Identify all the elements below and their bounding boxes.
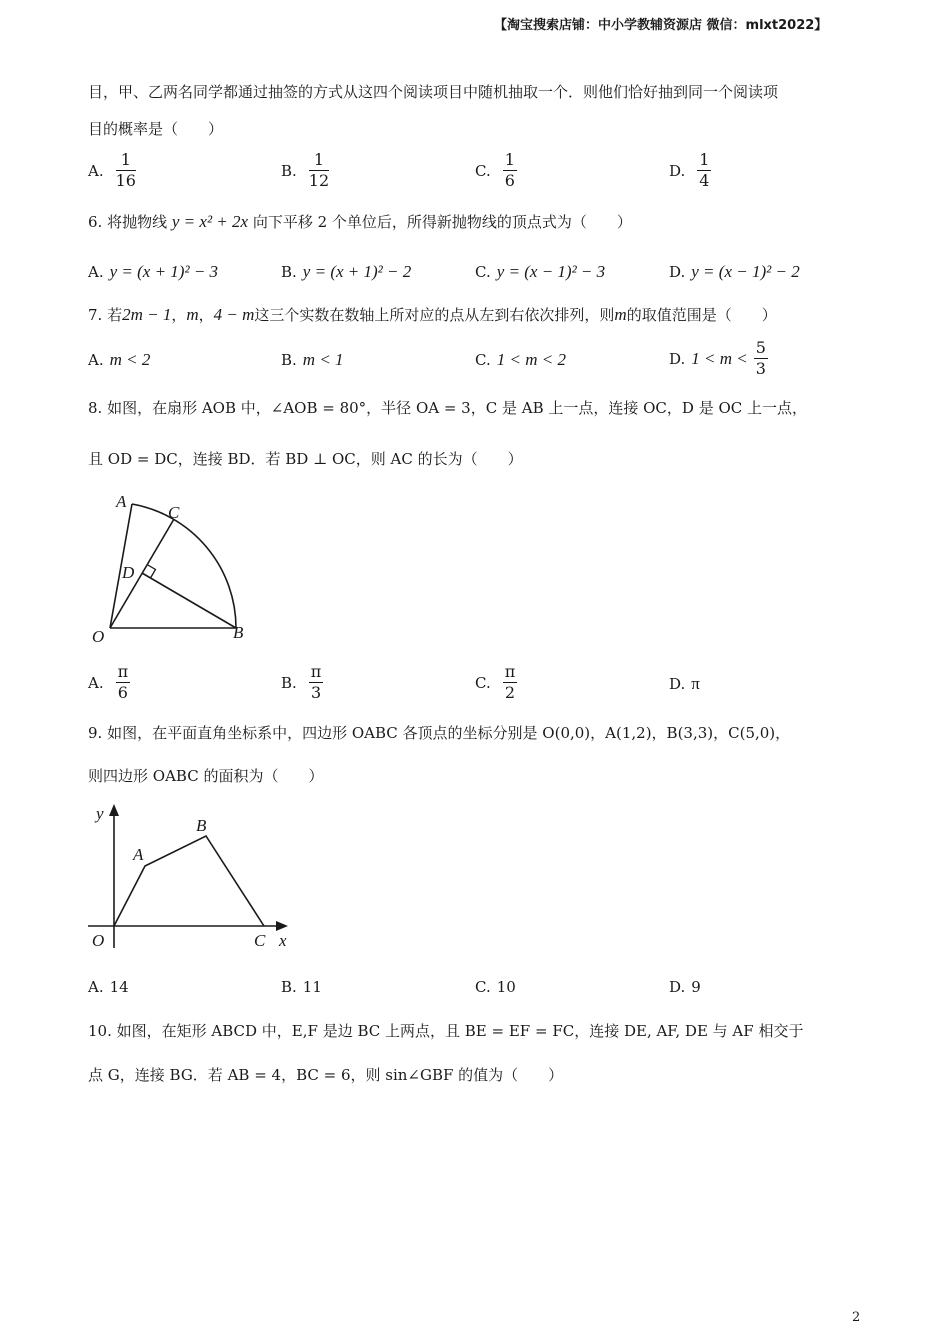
option-text: 14 xyxy=(109,978,129,996)
option-text: y = (x + 1)² − 2 xyxy=(302,262,412,281)
denominator: 2 xyxy=(504,683,516,702)
label-c: C xyxy=(168,503,180,522)
q8-option-b xyxy=(281,662,323,703)
numerator: 1 xyxy=(504,150,515,169)
q7-suffix-2: 的取值范围是（ ） xyxy=(626,306,777,324)
option-label: A. xyxy=(88,978,104,996)
q8-option-a xyxy=(88,662,130,703)
q7-suffix: 这三个实数在数轴上所对应的点从左到右依次排列，则 xyxy=(254,306,615,324)
option-label: D. xyxy=(669,978,686,996)
q8-option-d xyxy=(669,674,700,694)
fraction xyxy=(309,662,324,703)
q6-option-d xyxy=(669,262,800,282)
label-a: A xyxy=(116,492,127,511)
option-label: A. xyxy=(88,161,104,180)
fraction xyxy=(503,150,517,191)
option-text: 1 < m < xyxy=(691,348,748,368)
q8-option-c xyxy=(475,662,517,703)
label-o: O xyxy=(92,931,105,950)
option-label: D. xyxy=(669,675,686,693)
arc-ab xyxy=(132,504,236,628)
denominator: 3 xyxy=(310,683,322,702)
q6-option-c xyxy=(475,262,605,282)
page-number: 2 xyxy=(852,1310,861,1325)
q6-stem xyxy=(88,212,632,232)
option-label: C. xyxy=(475,351,491,369)
option-label: B. xyxy=(281,351,297,369)
separator: ， xyxy=(171,306,187,324)
option-label: B. xyxy=(281,978,297,996)
segment-bd xyxy=(142,573,236,628)
q10-line1: 10. 如图，在矩形 ABCD 中，E,F 是边 BC 上两点，且 BE = EF = FC，连接 DE, AF, DE 与 AF 相交于 xyxy=(88,1022,804,1040)
option-text: y = (x + 1)² − 3 xyxy=(109,262,219,281)
q7-option-b xyxy=(281,350,344,370)
q5-line2: 目的概率是（ ） xyxy=(88,120,224,138)
q7-stem xyxy=(88,305,777,325)
q6-expression: y = x² + 2x xyxy=(171,212,249,231)
option-label: A. xyxy=(88,673,104,692)
denominator: 16 xyxy=(115,171,136,190)
q7-option-c xyxy=(475,350,566,370)
label-x: x xyxy=(279,931,287,950)
label-y: y xyxy=(96,804,104,823)
q5-option-b xyxy=(281,150,329,191)
option-label: C. xyxy=(475,161,491,180)
option-label: B. xyxy=(281,263,297,281)
denominator: 12 xyxy=(308,171,330,190)
x-axis-arrow xyxy=(276,921,288,931)
separator: ， xyxy=(198,306,214,324)
q7-option-a xyxy=(88,350,150,370)
numerator: 1 xyxy=(116,150,136,171)
option-text: m < 2 xyxy=(109,350,151,369)
q9-option-a xyxy=(88,978,129,996)
denominator: 6 xyxy=(117,683,128,702)
fraction xyxy=(116,150,136,191)
denominator: 6 xyxy=(504,171,515,190)
option-label: B. xyxy=(281,673,297,692)
q7-expr-4: m xyxy=(614,305,627,324)
q10-line2: 点 G，连接 BG．若 AB = 4，BC = 6，则 sin∠GBF 的值为（ ） xyxy=(88,1066,564,1084)
option-label: C. xyxy=(475,263,491,281)
numerator: 5 xyxy=(755,338,766,357)
q6-option-b xyxy=(281,262,411,282)
q9-line2: 则四边形 OABC 的面积为（ ） xyxy=(88,767,324,785)
option-text: π xyxy=(691,674,700,693)
q5-line1: 目，甲、乙两名同学都通过抽签的方式从这四个阅读项目中随机抽取一个．则他们恰好抽到同一个阅读项 xyxy=(88,83,779,101)
q8-line1: 8. 如图，在扇形 AOB 中，∠AOB = 80°，半径 OA = 3，C 是 AB 上一点，连接 OC，D 是 OC 上一点， xyxy=(88,399,808,417)
numerator: 1 xyxy=(699,150,710,169)
fraction xyxy=(754,338,768,379)
option-text: m < 1 xyxy=(302,350,344,369)
q5-option-c xyxy=(475,150,517,191)
q5-option-d xyxy=(669,150,711,191)
option-text: y = (x − 1)² − 3 xyxy=(496,262,606,281)
q7-prefix: 7. 若 xyxy=(88,306,123,324)
option-label: A. xyxy=(88,263,104,281)
fraction xyxy=(309,150,329,191)
option-label: A. xyxy=(88,351,104,369)
option-label: C. xyxy=(475,978,491,996)
q9-option-d xyxy=(669,978,701,996)
option-text: 10 xyxy=(496,978,516,996)
q5-option-a xyxy=(88,150,136,191)
label-a: A xyxy=(133,845,144,864)
numerator: π xyxy=(310,662,322,681)
option-label: D. xyxy=(669,263,686,281)
denominator: 3 xyxy=(755,359,766,378)
label-b: B xyxy=(233,623,244,642)
q7-expr-1: 2m − 1 xyxy=(122,305,172,324)
q9-option-c xyxy=(475,978,516,996)
q8-line2: 且 OD = DC，连接 BD．若 BD ⊥ OC，则 AC 的长为（ ） xyxy=(88,450,523,468)
label-o: O xyxy=(92,627,105,646)
option-text: 1 < m < 2 xyxy=(496,350,566,369)
y-axis-arrow xyxy=(109,804,119,816)
fraction xyxy=(697,150,711,191)
denominator: 4 xyxy=(699,171,710,190)
label-d: D xyxy=(122,563,135,582)
option-text: 9 xyxy=(691,978,701,996)
option-text: y = (x − 1)² − 2 xyxy=(691,262,800,281)
numerator: π xyxy=(117,662,129,681)
option-text: 11 xyxy=(302,978,322,996)
q7-expr-2: m xyxy=(186,305,199,324)
option-label: B. xyxy=(281,161,297,180)
coordinate-figure xyxy=(82,798,302,958)
q9-line1: 9. 如图，在平面直角坐标系中，四边形 OABC 各顶点的坐标分别是 O(0,0)，A(1,2)，B(3,3)，C(5,0)， xyxy=(88,724,791,742)
fraction xyxy=(116,662,131,703)
q6-option-a xyxy=(88,262,218,282)
numerator: π xyxy=(504,662,516,681)
q6-prefix: 6. 将抛物线 xyxy=(88,213,168,231)
option-label: C. xyxy=(475,673,491,692)
sector-figure xyxy=(80,488,270,648)
q6-suffix: 向下平移 2 个单位后，所得新抛物线的顶点式为（ ） xyxy=(252,213,632,231)
q9-option-b xyxy=(281,978,322,996)
q7-option-d xyxy=(669,338,768,379)
q7-expr-3: 4 − m xyxy=(213,305,255,324)
option-label: D. xyxy=(669,349,686,368)
numerator: 1 xyxy=(309,150,329,171)
page-header: 【淘宝搜索店铺：中小学教辅资源店 微信：mlxt2022】 xyxy=(494,18,828,33)
option-label: D. xyxy=(669,161,686,180)
label-c: C xyxy=(254,931,266,950)
label-b: B xyxy=(196,816,207,835)
fraction xyxy=(503,662,518,703)
